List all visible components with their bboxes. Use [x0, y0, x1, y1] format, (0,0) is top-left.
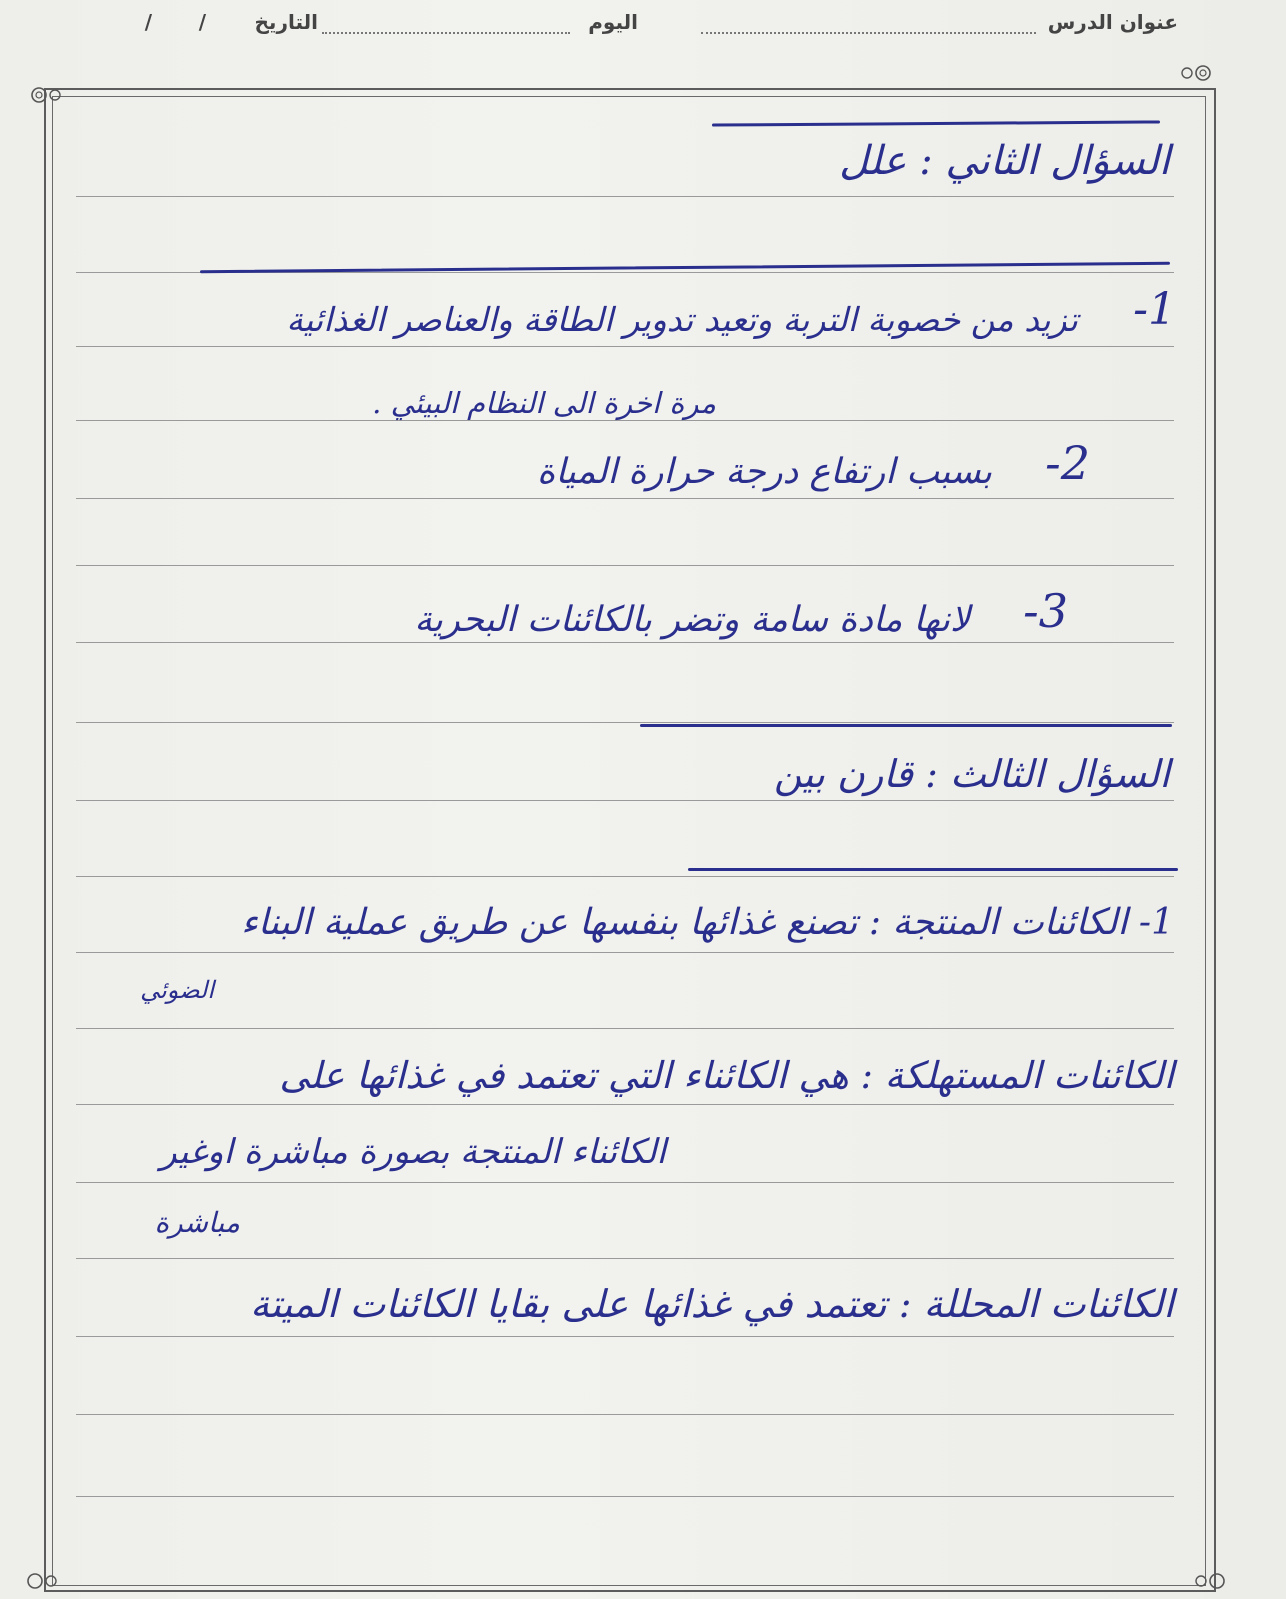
q2-item-1-number: 1-	[1133, 284, 1176, 335]
ruled-line	[76, 1028, 1174, 1029]
ruled-line	[76, 346, 1174, 347]
q2-item-2-number: 2-	[1045, 436, 1090, 490]
date-separator: /	[198, 10, 206, 34]
ruled-line	[76, 1336, 1174, 1337]
corner-ornament-icon	[1190, 1570, 1228, 1592]
q3-item-2-continuation-2: مباشرة	[154, 1206, 240, 1239]
corner-ornament-icon	[1176, 62, 1214, 84]
corner-ornament-icon	[28, 84, 66, 106]
q2-item-1-continuation: مرة اخرة الى النظام البيئي .	[372, 386, 716, 420]
day-label: اليوم	[588, 10, 638, 34]
q2-item-2-text: بسبب ارتفاع درجة حرارة المياة	[537, 452, 992, 492]
q3-item-3-text: الكائنات المحللة : تعتمد في غذائها على بقايا الكائنات الميتة	[250, 1282, 1174, 1326]
q3-item-1-text: 1- الكائنات المنتجة : تصنع غذائها بنفسها عن طريق عملية البناء	[241, 902, 1174, 943]
ruled-line	[76, 1104, 1174, 1105]
ruled-line	[76, 1258, 1174, 1259]
question-3-title: السؤال الثالث : قارن بين	[774, 752, 1170, 796]
q2-item-1-text: تزيد من خصوبة التربة وتعيد تدوير الطاقة والعناصر الغذائية	[286, 300, 1078, 339]
ruled-line	[76, 722, 1174, 723]
ruled-line	[76, 1496, 1174, 1497]
ruled-line	[76, 1182, 1174, 1183]
date-separator: /	[144, 10, 152, 34]
ink-underline	[688, 868, 1178, 871]
ink-underline	[640, 724, 1172, 727]
corner-ornament-icon	[24, 1570, 62, 1592]
ruled-line	[76, 565, 1174, 566]
q3-item-2-text: الكائنات المستهلكة : هي الكائناء التي تعتمد في غذائها على	[279, 1054, 1174, 1097]
q3-item-2-continuation: الكائناء المنتجة بصورة مباشرة اوغير	[160, 1132, 666, 1172]
ruled-line	[76, 800, 1174, 801]
q2-item-3-text: لانها مادة سامة وتضر بالكائنات البحرية	[414, 600, 970, 640]
question-2-title: السؤال الثاني : علل	[839, 138, 1170, 184]
ruled-line	[76, 498, 1174, 499]
lesson-title-label: عنوان الدرس	[1047, 10, 1178, 34]
date-label: التاريخ	[254, 10, 318, 34]
ruled-line	[76, 420, 1174, 421]
q3-item-1-continuation: الضوئي	[140, 976, 214, 1004]
ruled-line	[76, 196, 1174, 197]
day-blank	[322, 32, 570, 34]
ruled-line	[76, 642, 1174, 643]
lesson-title-blank	[701, 32, 1036, 34]
ruled-line	[76, 1414, 1174, 1415]
q2-item-3-number: 3-	[1023, 584, 1068, 638]
ruled-line	[76, 952, 1174, 953]
ruled-line	[76, 876, 1174, 877]
page-header	[0, 4, 1286, 48]
